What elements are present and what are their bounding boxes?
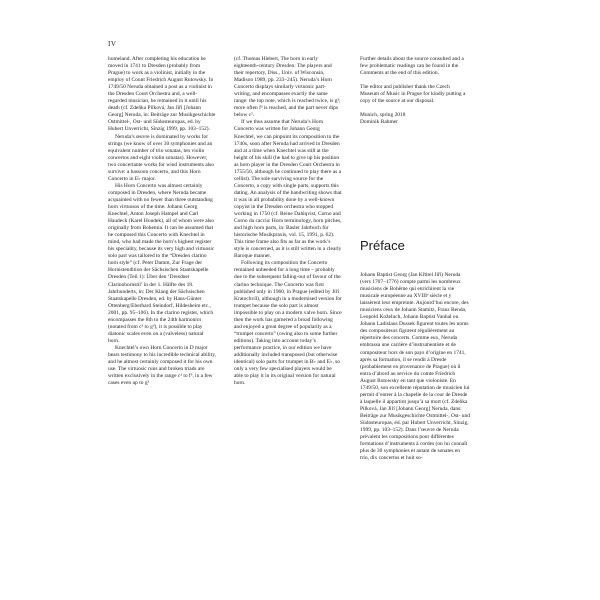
paragraph: The editor and publisher thank the Czech Museum of Music in Prague for kindly putting a copy of the source at our disposal.: [360, 84, 466, 105]
signature-place-date: Munich, spring 2018: [360, 112, 406, 119]
page-number: IV: [108, 40, 117, 48]
signature-author: Dominik Rahmer: [360, 119, 398, 126]
paragraph: (cf. Thomas Hiebert, The horn in early eighteenth-century Dresden: The players and their repertory, Diss., Univ. of Wisconsin, Madison 1989, pp. 233–245). Neruda’s Horn Concerto displays similarly virtuosic part-writing, and encompasses exactly the same range: the top note, which is reached twice, is g³; more often f³ is reached, and the part never dips below c².: [234, 56, 341, 119]
paragraph: Neruda’s œuvre is dominated by works for strings (we know of over 30 symphonies and an equivalent number of trio sonatas, ten violin concertos and eight violin sonatas). However, two concertante works for wind instruments also survive: a bassoon concerto, and this Horn Concerto in E♭ major.: [108, 133, 215, 182]
paragraph: homeland. After completing his education he moved in 1741 to Dresden (probably from Prague) to work as a violinist, initially in the employ of Count Friedrich August Rutowsky. In 1749/50 Neruda obtained a post as a violinist in the Dresden Court Orchestra and, a well-regarded musician, he remained in it until his death (cf. Zdeňka Pilková, Jan Jiří [Johann Georg] Neruda, in: Beiträge zur Musikgeschichte Ostmittel-, Ost- und Südosteuropas, ed. by Hubert Unverricht, Sinzig 1999, pp. 103–152).: [108, 56, 216, 133]
paragraph: His Horn Concerto was almost certainly composed in Dresden, where Neruda became acquainted with no fewer than three outstanding horn virtuosos of the time: Johann Georg Knechtel, Anton Joseph Hampel and Carl Haudeck (Karel Houdek), all of whom were also originally from Bohemia. It can be assumed that he composed this Concerto with Knechtel in mind, who had made the horn’s highest register his speciality, because its very high and virtuosic solo part was tailored to the “Dresden clarino horn style” (cf. Peter Damm, Zur Frage der Hornistendition der Sächsischen Staatskapelle Dresden (Teil 1): Über den ‘Dresdner Clarinohornstil’ in der 1. Hälfte des 18. Jahrhunderts, in: Der Klang der Sächsischen Staatskapelle Dresden, ed. by Hans-Günter Ottenberg/Eberhard Steindorf, Hildesheim etc., 2001, pp. 95–106). In the clarino register, which encompasses the 8th to the 24th harmonics (notated from c² to g³), it is possible to play diatonic scales even on a (valveless) natural horn.: [108, 182, 215, 344]
body-column-1: [108, 56, 216, 566]
paragraph: Following its composition the Concerto remained unheeded for a long time – probably due to the subsequent falling-out of favour of the clarino technique. The Concerto was first published only in 1960, in Prague (edited by Jiří Kratochvíl), although in a modernised version for trumpet because the solo part is almost impossible to play on a modern valve horn. Since then the work has garnered a broad following and enjoyed a great degree of popularity as a “trumpet concerto” (owing also to some further editions). Taking into account today’s performance practice, in our edition we have additionally included transposed (but otherwise identical) solo parts for trumpet in B♭ and E♭, so only a very few specialised players would be able to play it in its original version for natural horn.: [234, 260, 342, 387]
preface-column: [360, 272, 470, 572]
paragraph: Further details about the source consulted and a few problematic readings can be found in the Comments at the end of this edition.: [360, 56, 464, 77]
paragraph: Knechtel’s own Horn Concerto in D major bears testimony to his incredible technical ability, and he almost certainly composed it for his own use. The virtuosic runs and broken triads are written exclusively in the range c² to f³, in a few cases even up to g³: [108, 344, 216, 387]
paragraph: If we thus assume that Neruda’s Horn Concerto was written for Johann Georg Knechtel, we can pinpoint its composition to the 1740s, soon after Neruda had arrived in Dresden and at a time when Knechtel was still at the height of his skill (he had to give up his position as horn player in the Dresden Court Orchestra in 1755/56, although he continued to play there as a cellist). The sole surviving source for the Concerto, a copy with single parts, supports this dating. An analysis of the handwriting shows that it was in all probability done by a well-known copyist in the Dresden orchestra who stopped working in 1750 (cf. Reine Dahlqvist, Corno and Corno da caccia: Horn terminology, horn pitches, and high horn parts, in: Basler Jahrbuch für historische Musikpraxis, vol. 15, 1991, p. 62). This time frame also fits as far as the work’s style is concerned, as it is still written in a clearly Baroque manner.: [234, 119, 342, 260]
body-column-2: [234, 56, 342, 566]
body-column-3: [360, 56, 470, 206]
preface-paragraph: Johann Baptist Georg (Jan Křtitel Jiří) Neruda (vers 1707–1776) compte parmi les nombreux musiciens de Bohême qui enrichirent la vie musicale européenne au XVIIIᵉ siècle et y laissèrent leur empreinte. Aujourd’hui encore, des musiciens ceux de Johann Stamitz, Franz Benda, Leopold Koželuch, Johann Baptist Vanhal ou Johann Ladislaus Dussek figurent toutes les noms des compositeurs figurent régulièrement au répertoire des concerts. Comme eux, Neruda embrassa une carrière d’instrumentiste et de compositeur hors de son pays d’origine en 1741, après sa formation, il se rendit à Dresde (probablement en provenance de Prague) où il entra d’abord au service du comte Friedrich August Rutowsky en tant que violoniste. En 1749/50, son excellente réputation de musicien lui permit d’entrer à la chapelle de la cour de Dresde à laquelle il appartint jusqu’à sa mort (cf. Zdeňka Pilková, Jan Jiří [Johann Georg] Neruda, dans: Beiträge zur Musikgeschichte Ostmittel-, Ost- und Südosteuropas, éd. par Hubert Unverricht, Sinzig, 1999, pp. 103–152). Dans l’œuvre de Neruda prévalent les compositions pour différentes formations d’instruments à cordes (on lui connaît plus de 30 symphonies et autant de sonates en trio, dix concertos et huit so-: [360, 272, 470, 462]
preface-heading: Préface: [360, 238, 405, 253]
